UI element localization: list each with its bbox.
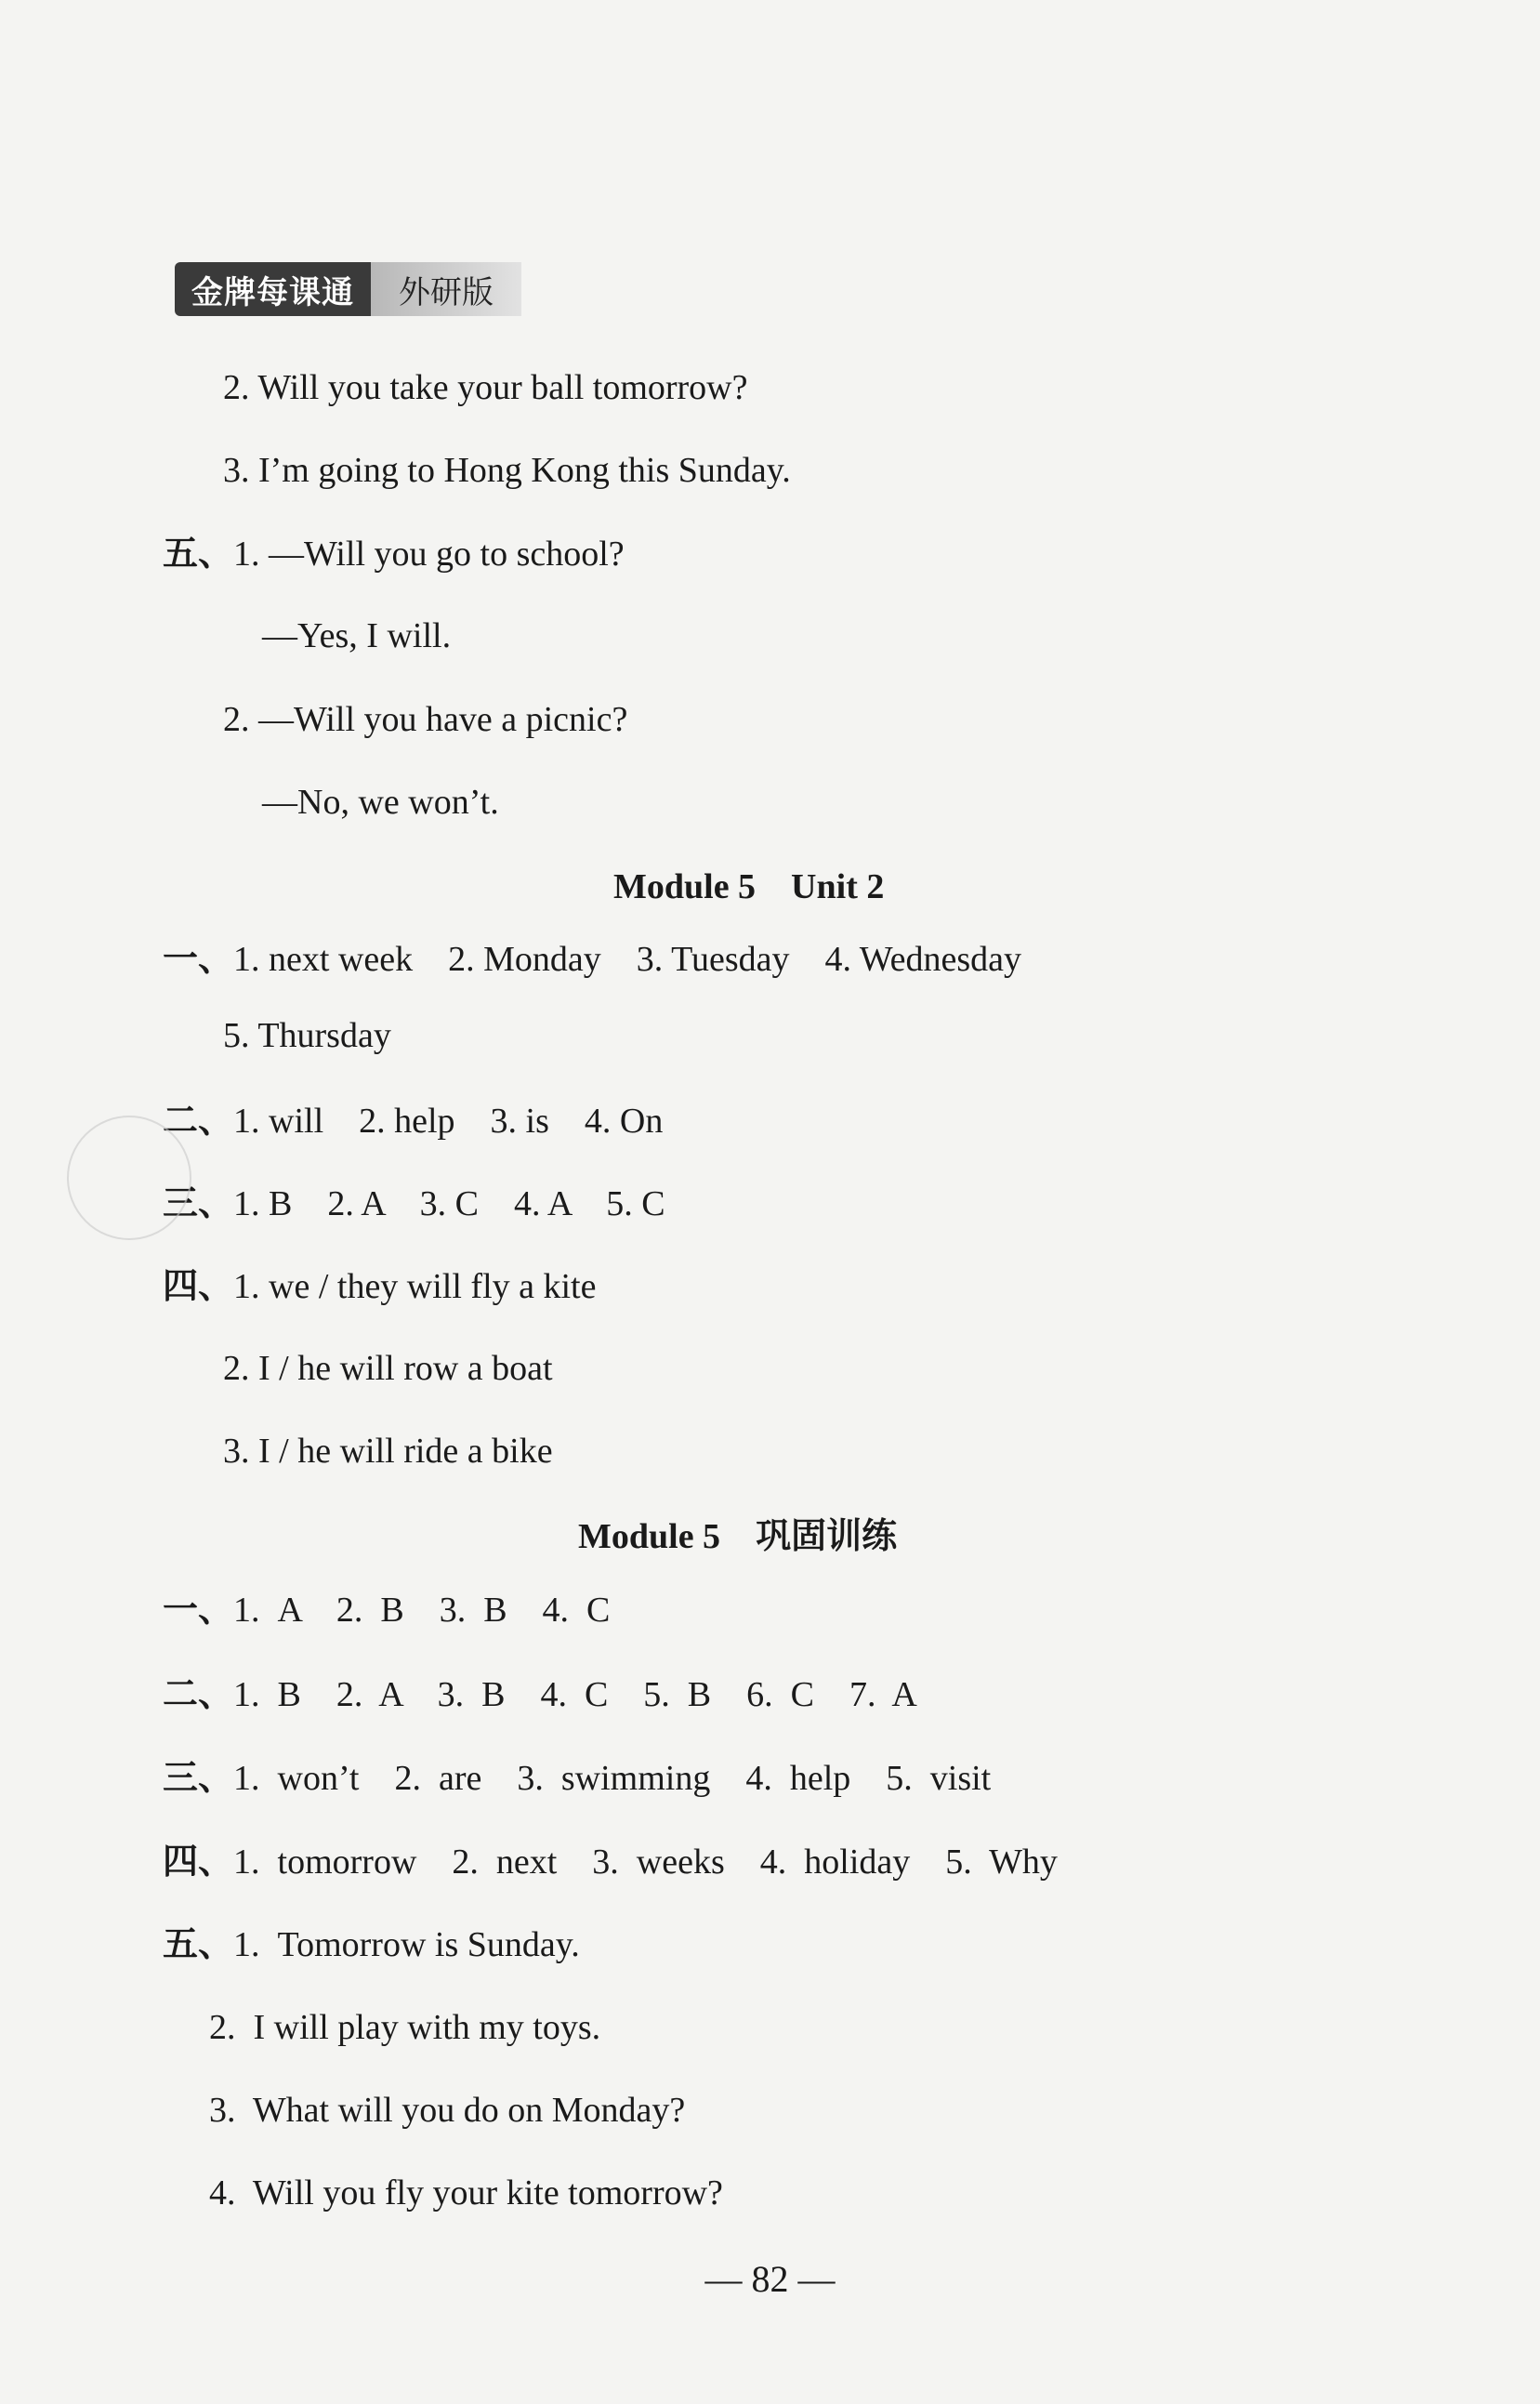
section-label: 一、 (163, 1589, 234, 1630)
answer-line: 3. I’m going to Hong Kong this Sunday. (223, 451, 791, 490)
answer-line: 2. I / he will row a boat (223, 1349, 553, 1388)
answer-line: 2. —Will you have a picnic? (223, 700, 628, 739)
answer-line: 5. Thursday (223, 1016, 391, 1055)
answer-line (163, 1843, 1058, 1880)
section-label: 四、 (163, 1265, 234, 1306)
answer-line (163, 1589, 611, 1630)
answer-line (163, 938, 1022, 979)
answer-text: 1. B 2. A 3. B 4. C 5. B 6. C 7. A (233, 1675, 917, 1714)
answer-text: 1. B 2. A 3. C 4. A 5. C (233, 1184, 665, 1223)
section-title: Module 5 Unit 2 (613, 867, 885, 906)
section-label: 二、 (163, 1673, 234, 1714)
answer-text: 1. tomorrow 2. next 3. weeks 4. holiday 5. Why (233, 1843, 1058, 1882)
watermark-stamp-icon (67, 1116, 191, 1240)
answer-line: —No, we won’t. (262, 783, 499, 822)
section-title-cn: 巩固训练 (756, 1515, 898, 1556)
section-label: 五、 (163, 1923, 234, 1964)
section-title (578, 1515, 898, 1556)
section-label: 二、 (163, 1100, 234, 1141)
section-label: 三、 (163, 1182, 234, 1223)
section-label: 三、 (163, 1757, 234, 1798)
answer-line: 2. Will you take your ball tomorrow? (223, 368, 748, 407)
brand-label: 金牌每课通 (175, 262, 371, 316)
section-label: 四、 (163, 1841, 234, 1882)
section-label: 一、 (163, 938, 234, 979)
edition-label: 外研版 (371, 262, 521, 316)
answer-text: 1. A 2. B 3. B 4. C (233, 1591, 611, 1630)
answer-text: 1. will 2. help 3. is 4. On (233, 1102, 664, 1141)
answer-line: —Yes, I will. (262, 616, 452, 655)
section-title-en: Module 5 (578, 1517, 721, 1556)
answer-line: 3. What will you do on Monday? (209, 2091, 686, 2130)
page-number: — 82 — (704, 2258, 836, 2300)
answer-line (163, 1757, 992, 1798)
answer-line (163, 1100, 664, 1141)
header-banner (175, 262, 521, 316)
answer-line: 2. I will play with my toys. (209, 2008, 601, 2047)
answer-text: 1. —Will you go to school? (233, 535, 625, 574)
answer-text: 1. won’t 2. are 3. swimming 4. help 5. visit (233, 1759, 992, 1798)
answer-line (163, 1182, 665, 1223)
answer-line (163, 1923, 580, 1964)
section-label: 五、 (163, 533, 234, 574)
answer-text: 1. next week 2. Monday 3. Tuesday 4. Wednesday (233, 940, 1022, 979)
answer-line (163, 1673, 917, 1714)
answer-line: 3. I / he will ride a bike (223, 1432, 553, 1471)
answer-text: 1. Tomorrow is Sunday. (233, 1925, 580, 1964)
answer-line: 4. Will you fly your kite tomorrow? (209, 2173, 723, 2212)
answer-line (163, 1265, 597, 1306)
answer-text: 1. we / they will fly a kite (233, 1267, 597, 1306)
answer-line (163, 535, 625, 572)
